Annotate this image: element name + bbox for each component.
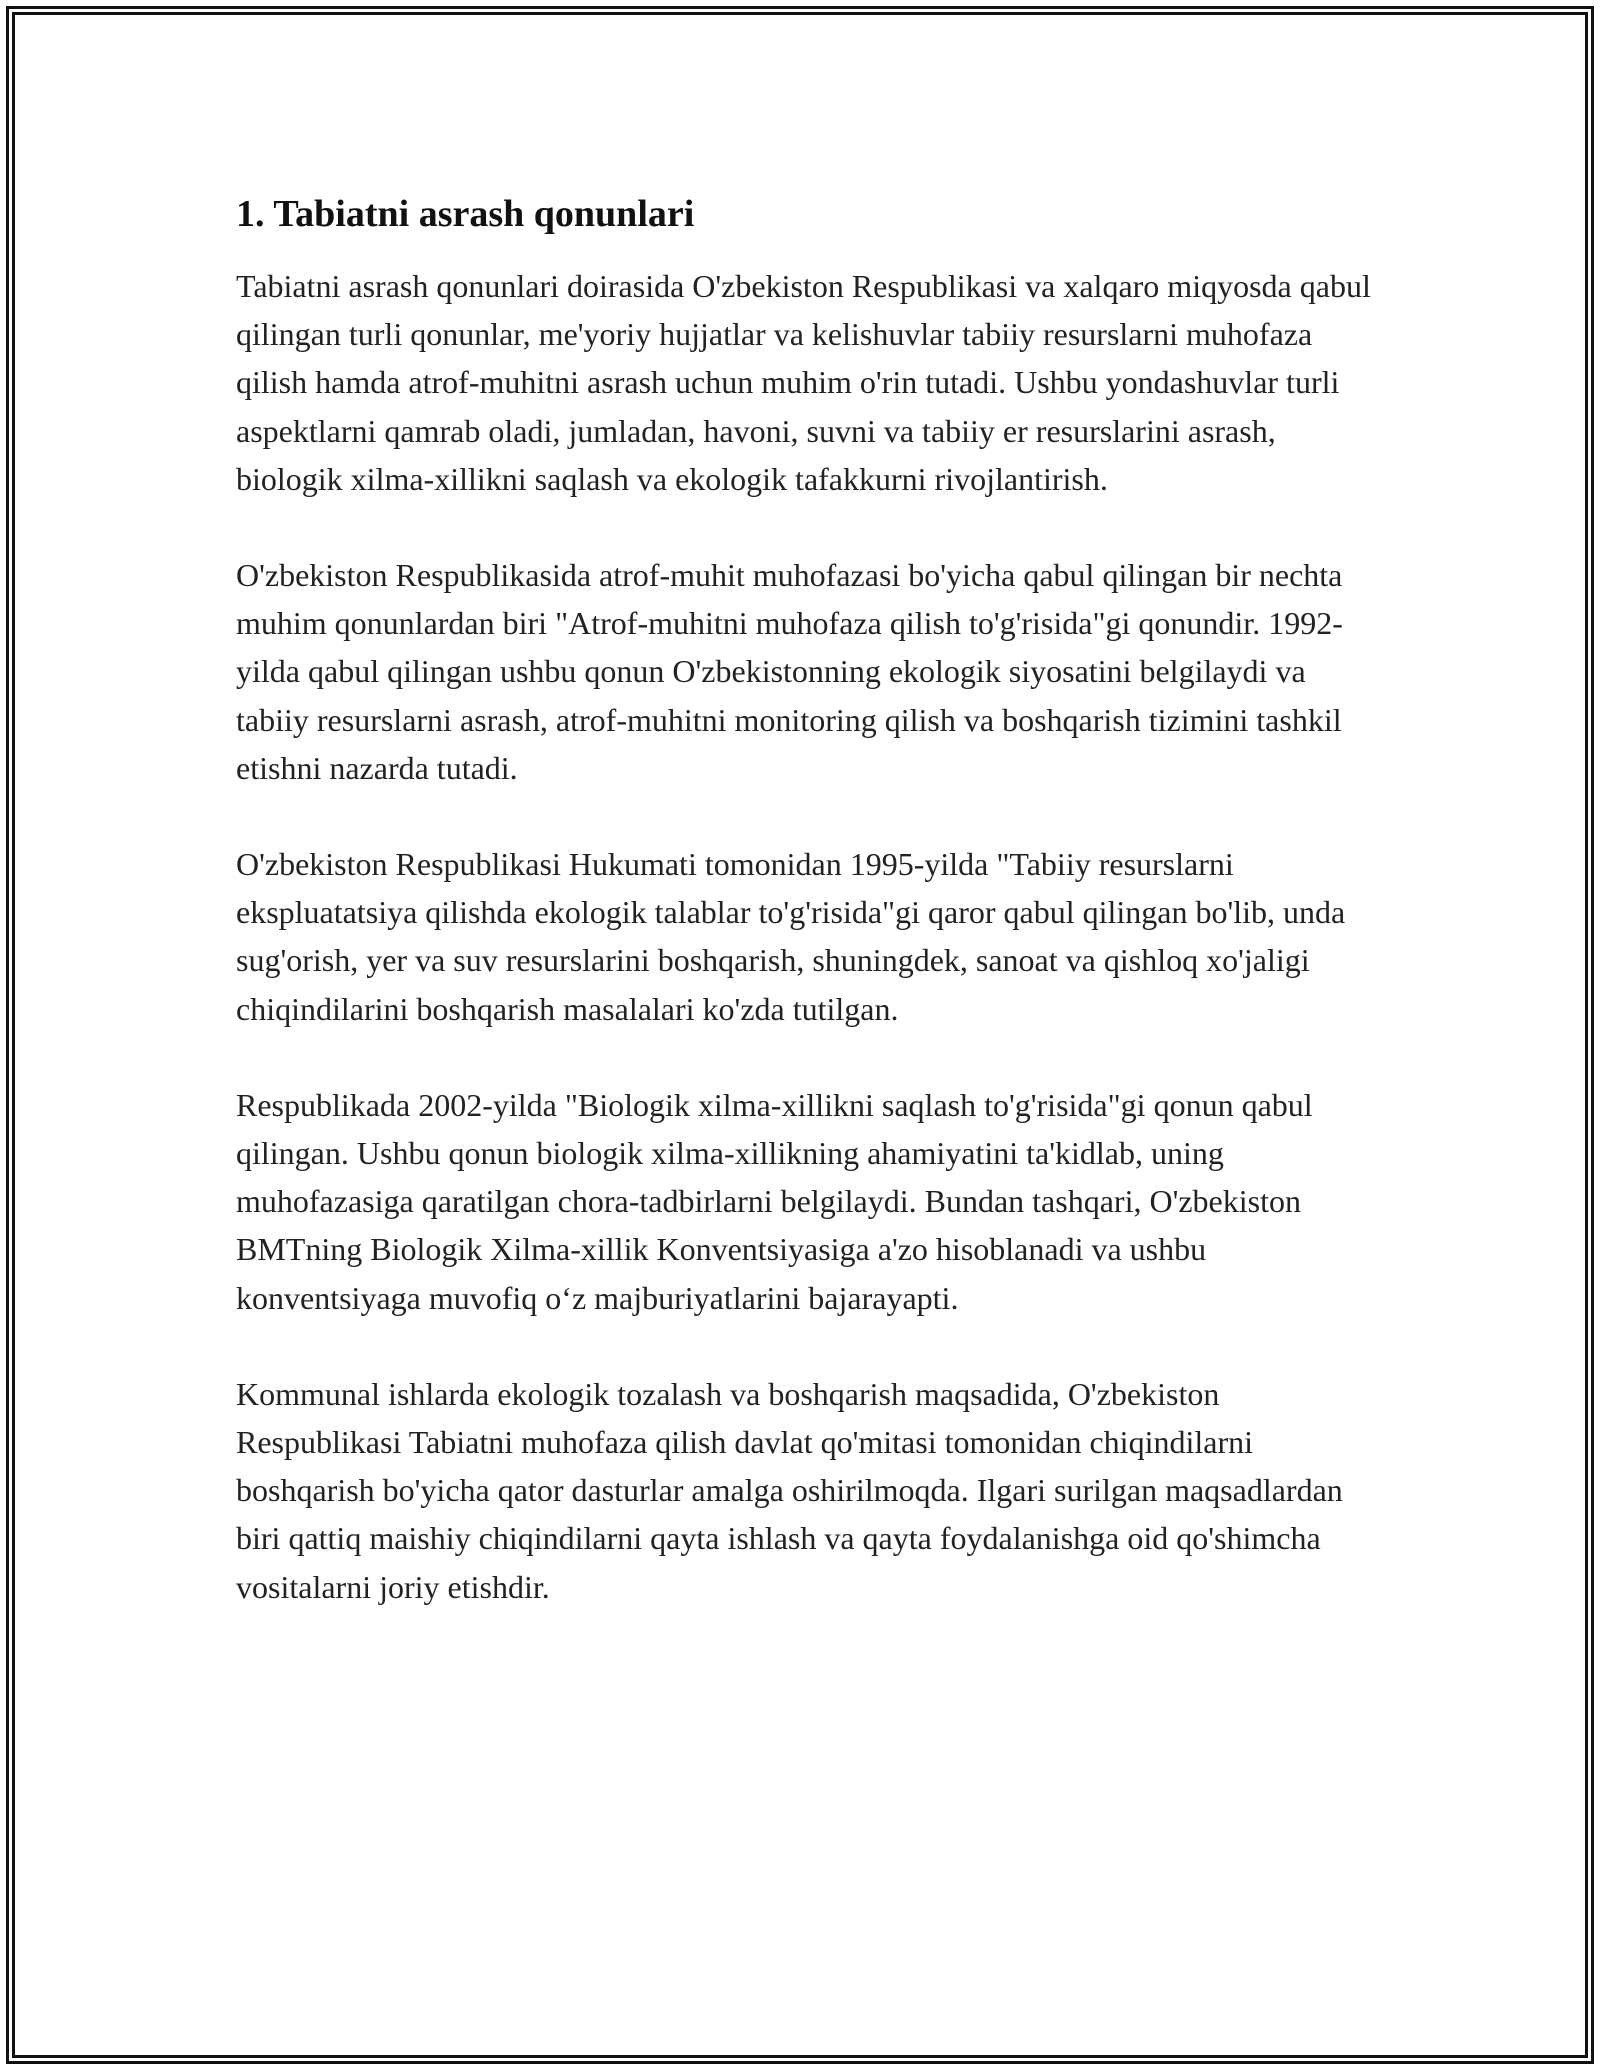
paragraph-intro: Tabiatni asrash qonunlari doirasida O'zbekiston Respublikasi va xalqaro miqyosda qabul qilingan turli qonunlar, me'yoriy hujjatlar va kelishuvlar tabiiy resurslarni muhofaza qilish hamda atrof-muhitni asrash uchun muhim o'rin tutadi. Ushbu yondashuvlar turli aspektlarni qamrab oladi, jumladan, havoni, suvni va tabiiy er resurslarini asrash, biologik xilma-xillikni saqlash va ekologik tafakkurni rivojlantirish.: [236, 268, 1371, 497]
section-heading: 1. Tabiatni asrash qonunlari: [236, 193, 695, 235]
paragraph-resolution-1995: O'zbekiston Respublikasi Hukumati tomonidan 1995-yilda "Tabiiy resurslarni ekspluatatsiya qilishda ekologik talablar to'g'risida"gi qaror qabul qilingan bo'lib, unda sug'orish, yer va suv resurslarini boshqarish, shuningdek, sanoat va qishloq xo'jaligi chiqindilarini boshqarish masalalari ko'zda tutilgan.: [236, 846, 1346, 1027]
document-body: [236, 188, 1386, 1659]
paragraph-environment-law: O'zbekiston Respublikasida atrof-muhit muhofazasi bo'yicha qabul qilingan bir nechta muhim qonunlardan biri "Atrof-muhitni muhofaza qilish to'g'risida"gi qonundir. 1992-yilda qabul qilingan ushbu qonun O'zbekistonning ekologik siyosatini belgilaydi va tabiiy resurslarni asrash, atrof-muhitni monitoring qilish va boshqarish tizimini tashkil etishni nazarda tutadi.: [236, 557, 1343, 786]
paragraph-waste-management: Kommunal ishlarda ekologik tozalash va boshqarish maqsadida, O'zbekiston Respublikasi Tabiatni muhofaza qilish davlat qo'mitasi tomonidan chiqindilarni boshqarish bo'yicha qator dasturlar amalga oshirilmoqda. Ilgari surilgan maqsadlardan biri qattiq maishiy chiqindilarni qayta ishlash va qayta foydalanishga oid qo'shimcha vositalarni joriy etishdir.: [236, 1375, 1343, 1605]
paragraph-biodiversity-law: Respublikada 2002-yilda "Biologik xilma-xillikni saqlash to'g'risida"gi qonun qabul qilingan. Ushbu qonun biologik xilma-xillikning ahamiyatini ta'kidlab, uning muhofazasiga qaratilgan chora-tadbirlarni belgilaydi. Bundan tashqari, O'zbekiston BMTning Biologik Xilma-xillik Konventsiyasiga a'zo hisoblanadi va ushbu konventsiyaga muvofiq o‘z majburiyatlarini bajarayapti.: [236, 1086, 1313, 1316]
